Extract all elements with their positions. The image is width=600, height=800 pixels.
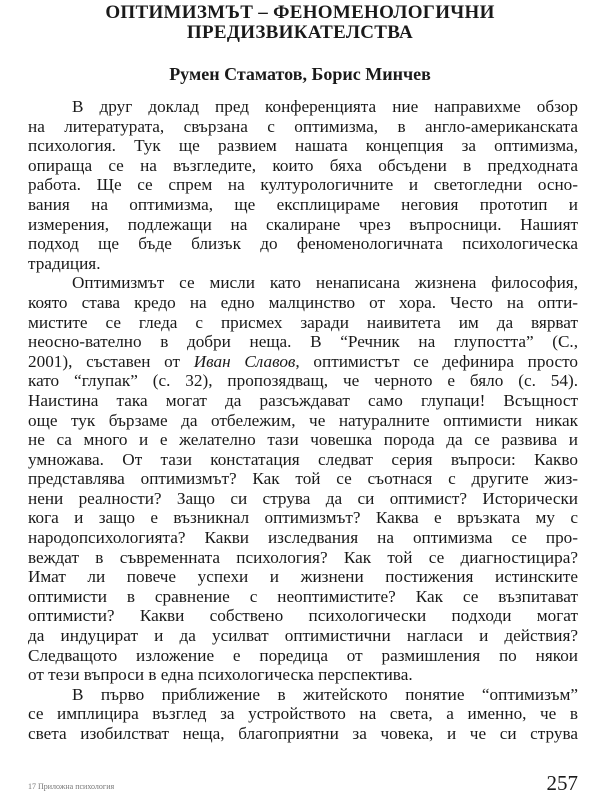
text-segment: 2001), съставен от	[28, 351, 194, 371]
cited-author: Иван Славов	[193, 351, 296, 371]
text-line: Наистина така могат да разсъждават само глупаци! Всъщност	[28, 390, 578, 410]
article-title-line-2: ПРЕДИЗВИКАТЕЛСТВА	[186, 22, 414, 43]
text-line: умножава. От тази констатация следват серия въпроси: Какво	[28, 449, 578, 469]
text-line: не са много и е желателно тази човешка порода да се развива и	[28, 430, 578, 450]
article-title-line-1: ОПТИМИЗМЪТ – ФЕНОМЕНОЛОГИЧНИ	[105, 2, 495, 23]
text-line: кога и защо е възникнал оптимизмът? Каква е връзката му с	[28, 508, 578, 528]
footer-signature: 17 Приложна психология	[28, 782, 115, 791]
text-line: вания на оптимизма, ще експлицираме неговия прототип и	[28, 194, 578, 214]
text-line: работа. Ще се спрем на културологичните и светогледни осно-	[28, 175, 578, 195]
text-line: на литературата, свързана с оптимизма, в англо-американската	[28, 116, 578, 136]
text-line: още тук бързаме да отбележим, че натуралните оптимисти никак	[28, 410, 578, 430]
text-line: Имат ли повече успехи и жизнени постижения истинските	[28, 567, 578, 587]
text-line: В друг доклад пред конференцията ние направихме обзор	[72, 97, 578, 116]
text-line: народопсихологията? Какви изследвания на оптимизма се про-	[28, 528, 578, 548]
text-line: представлява оптимизмът? Как той се съотнася с другите жиз-	[28, 469, 578, 489]
text-line: психология. Тук ще развием нашата концепция за оптимизма,	[28, 136, 578, 156]
text-line: света изобилстват неща, благоприятни за човека, и че си струва	[28, 724, 578, 743]
text-line: веждат в съвременната психология? Как той се диагностицира?	[28, 547, 578, 567]
text-line: която става кредо на едно малцинство от хора. Често на опти-	[28, 292, 578, 312]
text-line: като “глупак” (с. 32), пропозядващ, че черното е бяло (с. 54).	[28, 371, 578, 391]
text-line: нени реалности? Защо си струва да си оптимист? Исторически	[28, 488, 578, 508]
text-line: неосно-вателно в добри неща. В “Речник на глупостта” (С.,	[28, 332, 578, 352]
text-line: се имплицира възглед за устройството на света, а именно, че в	[28, 704, 578, 724]
text-line: опираща се на възгледите, които бяха обсъдени в предходната	[28, 155, 578, 175]
text-line: мистите се гледа с присмех заради наивитета им да вярват	[28, 312, 578, 332]
text-line: измерения, подлежащи на скалиране чрез въпросници. Нашият	[28, 214, 578, 234]
text-line: В първо приближение в житейското понятие “оптимизъм”	[72, 684, 578, 704]
authors: Румен Стаматов, Борис Минчев	[169, 64, 431, 84]
text-line: от тези въпроси в една психологическа перспектива.	[28, 665, 413, 685]
text-line: Следващото изложение е поредица от размишления по някои	[28, 645, 578, 665]
text-line: подход ще бъде близък до феноменологичната психологическа	[28, 234, 578, 254]
text-line: оптимисти? Какви собствено психологически подходи могат	[28, 606, 578, 626]
text-line: оптимисти в сравнение с неоптимистите? Как се възпитават	[28, 586, 578, 606]
article-body	[28, 97, 578, 744]
text-segment: , оптимистът се дефинира просто	[295, 351, 578, 371]
text-line: Оптимизмът се мисли като ненаписана жизнена философия,	[72, 273, 578, 293]
text-line: традиция.	[28, 253, 101, 273]
text-line	[28, 352, 578, 372]
text-line: да индуцират и да усилват оптимистични нагласи и действия?	[28, 626, 578, 646]
page-number: 257	[546, 771, 578, 795]
